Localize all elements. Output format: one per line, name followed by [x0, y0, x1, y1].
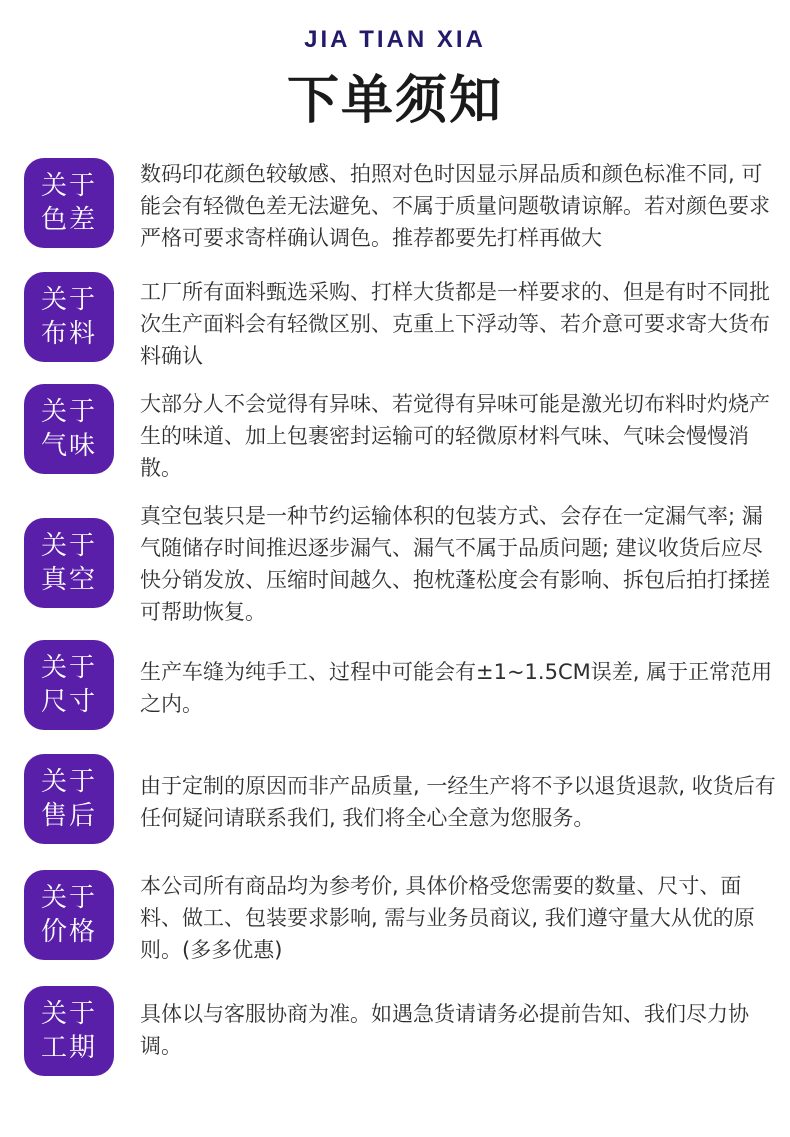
section-text: 具体以与客服协商为准。如遇急货请请务必提前告知、我们尽力协调。: [140, 1002, 749, 1058]
section-badge: [24, 986, 114, 1076]
badge-line-1: 关于: [40, 767, 97, 797]
notice-section-smell: [24, 384, 774, 480]
badge-line-1: 关于: [40, 285, 97, 315]
badge-line-1: 关于: [40, 171, 97, 201]
brand-name: JIA TIAN XIA: [304, 26, 486, 53]
badge-line-1: 关于: [40, 653, 97, 683]
section-badge: [24, 640, 114, 730]
section-badge: [24, 384, 114, 474]
section-badge: [24, 158, 114, 248]
badge-line-1: 关于: [40, 397, 97, 427]
badge-line-1: 关于: [40, 531, 97, 561]
notice-section-lead-time: [24, 986, 774, 1082]
page-title: 下单须知: [286, 71, 503, 131]
section-badge: [24, 518, 114, 608]
section-text: 大部分人不会觉得有异味、若觉得有异味可能是激光切布料时灼烧产生的味道、加上包裹密封运输可的轻微原材料气味、气味会慢慢消散。: [140, 392, 770, 480]
section-badge: [24, 754, 114, 844]
notice-section-price: [24, 870, 774, 966]
badge-line-2: 气味: [40, 431, 97, 461]
badge-line-2: 布料: [40, 319, 97, 349]
section-text: 工厂所有面料甄选采购、打样大货都是一样要求的、但是有时不同批次生产面料会有轻微区别、克重上下浮动等、若介意可要求寄大货布料确认: [140, 280, 770, 368]
notice-section-fabric: [24, 272, 774, 368]
section-text: 本公司所有商品均为参考价, 具体价格受您需要的数量、尺寸、面料、做工、包装要求影响, 需与业务员商议, 我们遵守量大从优的原则。(多多优惠): [140, 874, 755, 962]
notice-section-vacuum: [24, 500, 774, 628]
section-badge: [24, 272, 114, 362]
badge-line-2: 工期: [40, 1033, 97, 1063]
badge-line-2: 色差: [40, 205, 97, 235]
badge-line-2: 售后: [40, 801, 97, 831]
notice-section-size: [24, 640, 774, 736]
badge-line-2: 尺寸: [40, 687, 97, 717]
notice-section-color: [24, 158, 774, 254]
notice-section-after-sales: [24, 754, 774, 850]
section-text: 数码印花颜色较敏感、拍照对色时因显示屏品质和颜色标准不同, 可能会有轻微色差无法避免、不属于质量问题敬请谅解。若对颜色要求严格可要求寄样确认调色。推荐都要先打样再做大: [140, 162, 770, 250]
section-text: 生产车缝为纯手工、过程中可能会有±1~1.5CM误差, 属于正常范用之内。: [140, 660, 773, 716]
badge-line-2: 真空: [40, 565, 97, 595]
badge-line-1: 关于: [40, 883, 97, 913]
section-text: 由于定制的原因而非产品质量, 一经生产将不予以退货退款, 收货后有任何疑问请联系我们, 我们将全心全意为您服务。: [140, 774, 776, 830]
section-badge: [24, 870, 114, 960]
badge-line-2: 价格: [40, 917, 97, 947]
badge-line-1: 关于: [40, 999, 97, 1029]
section-text: 真空包装只是一种节约运输体积的包装方式、会存在一定漏气率; 漏气随储存时间推迟逐步漏气、漏气不属于品质问题; 建议收货后应尽快分销发放、压缩时间越久、抱枕蓬松度会有影响、拆包后拍打揉搓可帮助恢复。: [140, 504, 770, 624]
